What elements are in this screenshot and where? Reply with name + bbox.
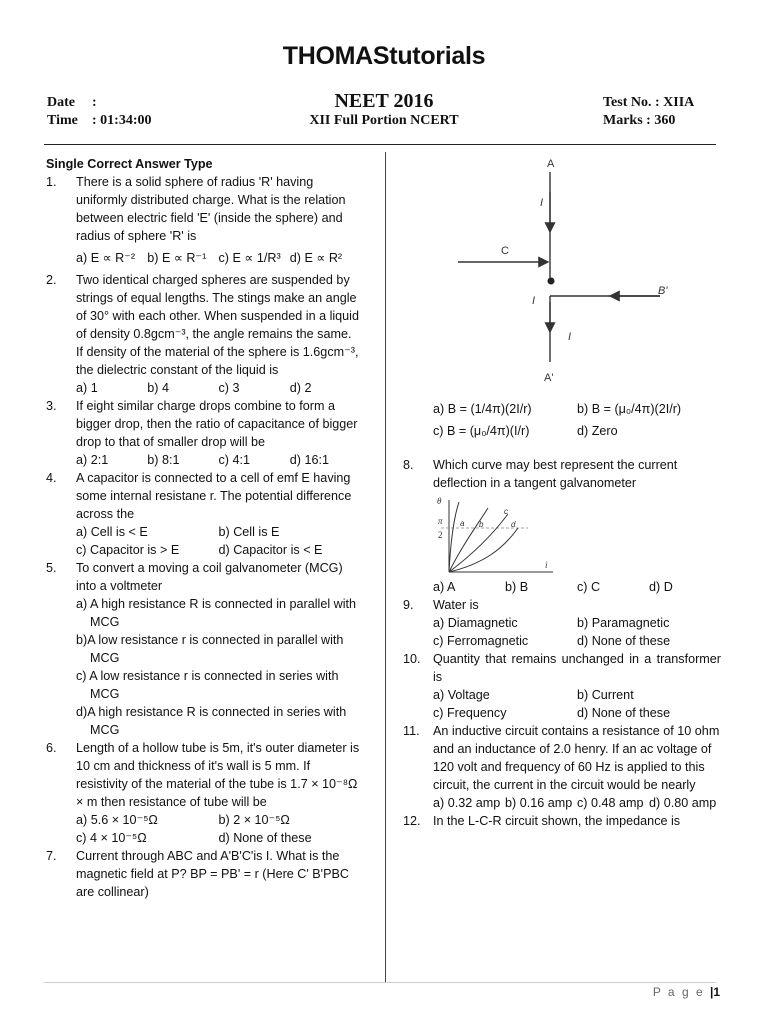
deflection-graph-svg [433,494,563,578]
label-two: 2 [438,530,443,540]
option-a: a) A [433,580,456,594]
option-b: b) 2 × 10⁻⁵Ω [218,813,290,827]
option-d: d) 16:1 [289,453,329,467]
label-i: i [545,560,548,570]
option-b: b) 0.16 amp [505,796,573,810]
option-d: d) None of these [577,634,671,648]
time-value: : 01:34:00 [92,113,152,128]
question-12 [403,812,721,830]
question-text: To convert a moving a coil galvanometer (MCG) into a voltmeter [76,561,343,593]
option-d: d) None of these [218,831,312,845]
label-curve-c: c [504,507,508,516]
question-6 [46,739,361,847]
option-c: c) A low resistance r is connected in series with MCG [76,669,339,701]
brand-title [0,42,768,71]
marks: Marks : 360 [603,113,676,128]
label-curve-b: b [479,520,484,529]
option-c: c) Ferromagnetic [433,634,529,648]
question-1 [46,173,361,267]
question-number: 2. [46,273,57,287]
option-c: c) E ∝ 1/R³ [218,251,281,265]
header-rule [44,144,716,145]
brand-rest: tutorials [389,42,486,70]
question-9 [403,596,721,650]
question-number: 8. [403,458,414,472]
label-a-prime: A' [544,372,554,384]
point-p [548,278,555,285]
question-text: Current through ABC and A'B'C'is I. What is the magnetic field at P? BP = PB' = r (Here C' B'PBC are collinear) [76,849,349,899]
option-b: b) B [505,580,529,594]
option-d: d)A high resistance R is connected in series with MCG [76,705,347,737]
label-b-prime: B' [658,285,668,297]
page-label: P a g e [652,985,705,999]
question-number: 3. [46,399,57,413]
label-i-mid: I [532,295,536,307]
date-label: Date [47,95,75,110]
question-4 [46,469,361,559]
option-b: b)A low resistance r is connected in parallel with MCG [76,633,344,665]
time-label: Time [47,113,78,128]
option-b: b) Paramagnetic [577,616,670,630]
footer-rule [44,982,716,983]
question-text: There is a solid sphere of radius 'R' having uniformly distributed charge. What is the relation between electric field 'E' (inside the sphere) and radius of sphere 'R' is [76,175,346,243]
question-7 [46,847,361,901]
column-divider [385,152,386,982]
option-a: a) 1 [76,381,98,395]
question-number: 7. [46,849,57,863]
left-column [46,155,361,901]
option-d: d) None of these [577,706,671,720]
option-b: b) B = (μ₀/4π)(2I/r) [577,402,682,416]
label-c: C [501,245,509,257]
option-a: a) B = (1/4π)(2I/r) [433,402,532,416]
section-title: Single Correct Answer Type [46,157,213,171]
question-number: 5. [46,561,57,575]
option-c: c) 4 × 10⁻⁵Ω [76,831,147,845]
page-num: |1 [709,985,720,999]
option-b: b) Cell is E [218,525,280,539]
question-8 [403,456,721,596]
option-c: c) Frequency [433,706,507,720]
date-value: : [92,95,97,110]
option-b: b) 8:1 [147,453,180,467]
option-a: a) Voltage [433,688,490,702]
exam-subtitle: XII Full Portion NCERT [309,113,459,128]
option-c: c) C [577,580,601,594]
question-text: Which curve may best represent the current deflection in a tangent galvanometer [433,458,678,490]
option-d: d) E ∝ R² [289,251,343,265]
option-c: c) 3 [218,381,240,395]
label-theta: θ [437,496,442,506]
question-2 [46,271,361,397]
option-d: d) Zero [577,424,618,438]
option-a: a) 2:1 [76,453,109,467]
question-text: In the L-C-R circuit shown, the impedance is [433,814,681,828]
question-number: 6. [46,741,57,755]
option-d: d) 2 [289,381,312,395]
option-b: b) E ∝ R⁻¹ [147,251,207,265]
figure-q7 [420,152,720,392]
question-number: 10. [403,652,421,666]
question-10 [403,650,721,722]
label-curve-a: a [460,519,465,528]
option-a: a) 0.32 amp [433,796,501,810]
option-c: c) 4:1 [218,453,250,467]
option-b: b) 4 [147,381,169,395]
question-11 [403,722,721,812]
question-text: Water is [433,598,479,612]
brand-bold: THOMAS [282,42,390,70]
question-7-options [403,398,721,442]
curve-d [449,528,518,572]
option-a: a) A high resistance R is connected in parallel with MCG [76,597,357,629]
question-number: 12. [403,814,421,828]
right-column [403,398,721,830]
option-c: c) 0.48 amp [577,796,644,810]
option-d: d) 0.80 amp [649,796,717,810]
question-number: 4. [46,471,57,485]
label-i-low: I [568,331,572,343]
question-text: Quantity that remains unchanged in a transformer is [433,652,721,684]
option-d: d) D [649,580,673,594]
option-a: a) Diamagnetic [433,616,518,630]
question-text: If eight similar charge drops combine to form a bigger drop, then the ratio of capacitance of bigger drop to that of smaller drop will be [76,399,358,449]
option-a: a) 5.6 × 10⁻⁵Ω [76,813,158,827]
question-number: 11. [403,724,420,738]
question-number: 1. [46,175,57,189]
label-curve-d: d [511,520,516,529]
label-pi: π [438,516,443,526]
question-3 [46,397,361,469]
question-number: 9. [403,598,414,612]
question-text: A capacitor is connected to a cell of emf E having some internal resistane r. The potential difference across the [76,471,352,521]
figure-q8 [433,494,721,578]
option-d: d) Capacitor is < E [218,543,323,557]
option-c: c) B = (μ₀/4π)(I/r) [433,424,530,438]
test-number: Test No. : XIIA [603,95,695,110]
option-a: a) Cell is < E [76,525,148,539]
question-5 [46,559,361,739]
label-a: A [547,158,555,170]
option-a: a) E ∝ R⁻² [76,251,136,265]
label-i-top: I [540,197,544,209]
question-text: Length of a hollow tube is 5m, it's outer diameter is 10 cm and thickness of it's wall is 5 mm. If resistivity of the material of the tube is 1.7 × 10⁻⁸Ω × m then resistance of tube will be [76,741,360,809]
option-b: b) Current [577,688,634,702]
option-c: c) Capacitor is > E [76,543,180,557]
exam-title: NEET 2016 [334,90,434,112]
page-number [653,985,720,999]
question-text: Two identical charged spheres are suspended by strings of equal lengths. The stings make an angle of 30° with each other. When suspended in a liquid of density 0.8gcm⁻³, the angle remains the same. If density of the material of the sphere is 1.6gcm⁻³, the dielectric constant of the liquid is [76,273,359,377]
wire-diagram-svg [420,152,720,392]
question-text: An inductive circuit contains a resistance of 10 ohm and an inductance of 2.0 henry. If an ac voltage of 120 volt and frequency of 60 Hz is applied to this circuit, the current in the circuit would be nearly [433,724,720,792]
